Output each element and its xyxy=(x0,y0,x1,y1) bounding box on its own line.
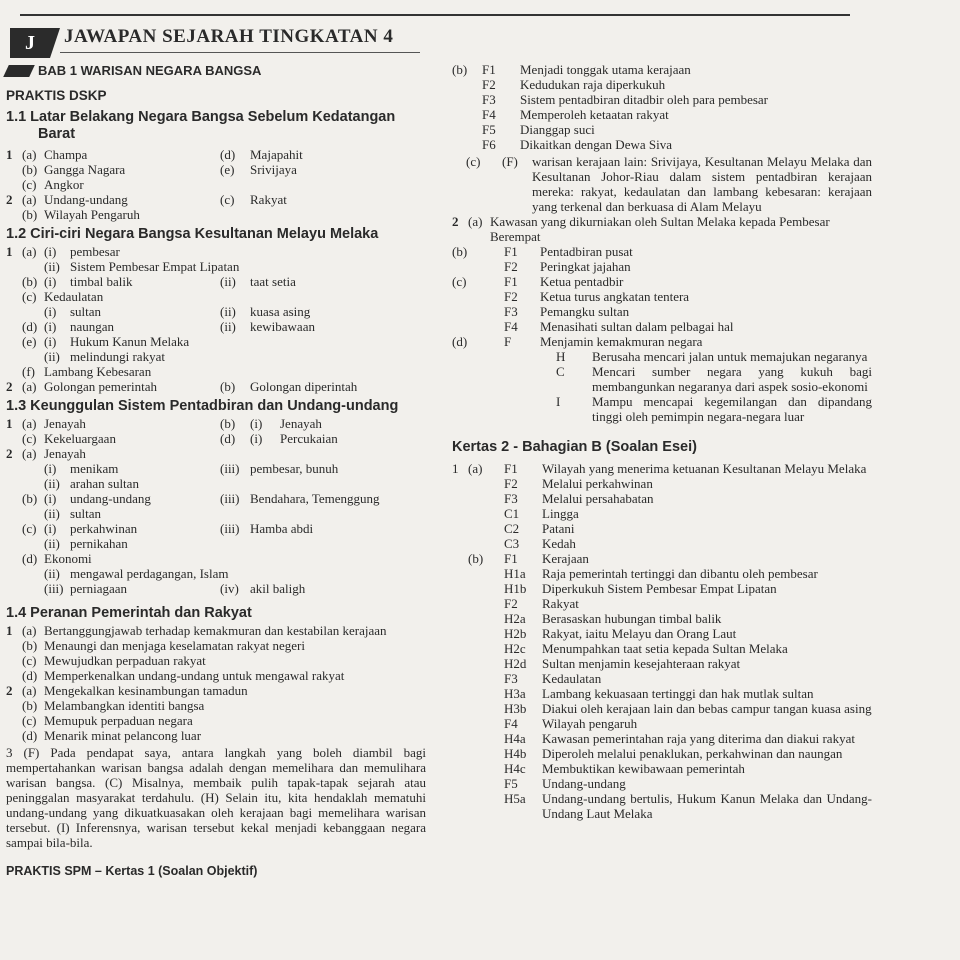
answer-1b-list xyxy=(452,62,872,152)
answer-row: 2 (a) Undang-undang (c) Rakyat xyxy=(6,192,287,207)
answer-row: 1 (a) Jenayah (b) (i) Jenayah xyxy=(6,416,322,431)
answer-row: (ii) sultan xyxy=(44,506,102,521)
left-column xyxy=(6,62,426,881)
answer-row: H4c Membuktikan kewibawaan pemerintah xyxy=(504,761,745,776)
answer-row: C3 Kedah xyxy=(504,536,576,551)
answer-row: (b) F1 Kerajaan xyxy=(468,551,589,566)
top-rule xyxy=(20,14,850,16)
answer-row: H4a Kawasan pemerintahan raja yang diterima dan diakui rakyat xyxy=(504,731,855,746)
answer-2-list xyxy=(452,244,872,349)
answer-row: (ii) mengawal perdagangan, Islam xyxy=(44,566,229,581)
answer-row: (d) F Menjamin kemakmuran negara xyxy=(452,334,703,349)
answer-row: (f) Lambang Kebesaran xyxy=(22,364,152,379)
answer-row: (b) (i) undang-undang (iii) Bendahara, Temenggung xyxy=(22,491,380,506)
answer-row: (b) (i) timbal balik (ii) taat setia xyxy=(22,274,296,289)
answer-1c: (c) (F) warisan kerajaan lain: Srivijaya, Kesultanan Melayu Melaka dan Kesultanan Johor-Riau dalam sistem pentadbiran kerajaan mereka: rakyat, kedaulatan dan lambang kebesaran: kerajaan yang terkenal dan berkuasa di Alam Melayu xyxy=(466,154,872,214)
answer-row: F4 Menasihati sultan dalam pelbagai hal xyxy=(504,319,734,334)
section-1-2-body xyxy=(6,244,426,394)
answer-row: (i) menikam (iii) pembesar, bunuh xyxy=(44,461,339,476)
section-1-4-title: 1.4 Peranan Pemerintah dan Rakyat xyxy=(6,605,252,621)
answer-row: H2c Menumpahkan taat setia kepada Sultan Melaka xyxy=(504,641,788,656)
praktis-dskp-heading: PRAKTIS DSKP xyxy=(6,88,107,103)
right-column xyxy=(452,62,872,821)
essay-answer-list xyxy=(452,461,872,821)
answer-row: (c) Kedaulatan xyxy=(22,289,104,304)
answer-2a: 2 (a) Kawasan yang dikurniakan oleh Sultan Melaka kepada Pembesar Berempat xyxy=(452,214,830,244)
answer-row: 2 (a) Jenayah xyxy=(6,446,86,461)
section-1-3-body xyxy=(6,416,426,596)
answer-row: (b) Menaungi dan menjaga keselamatan rakyat negeri xyxy=(22,638,305,653)
answer-row: (ii) arahan sultan xyxy=(44,476,139,491)
answer-2d-c: C Mencari sumber negara yang kukuh bagi membangunkan negaranya dari aspek sosio-ekonomi xyxy=(556,364,872,394)
answer-row: (d) (i) naungan (ii) kewibawaan xyxy=(22,319,315,334)
answer-row: (d) Memperkenalkan undang-undang untuk mengawal rakyat xyxy=(22,668,345,683)
answer-row: F4 Memperoleh ketaatan rakyat xyxy=(482,107,669,122)
answer-row: (c) Angkor xyxy=(22,177,84,192)
praktis-spm-heading: PRAKTIS SPM – Kertas 1 (Soalan Objektif) xyxy=(6,864,258,878)
answer-row: 2 (a) Golongan pemerintah (b) Golongan diperintah xyxy=(6,379,358,394)
answer-row: F2 Kedudukan raja diperkukuh xyxy=(482,77,666,92)
section-1-4-body xyxy=(6,623,426,743)
answer-row: H2a Berasaskan hubungan timbal balik xyxy=(504,611,722,626)
answer-row: (c) Memupuk perpaduan negara xyxy=(22,713,193,728)
answer-row: F2 Peringkat jajahan xyxy=(504,259,631,274)
answer-row: C2 Patani xyxy=(504,521,575,536)
answer-row: H1b Diperkukuh Sistem Pembesar Empat Lipatan xyxy=(504,581,777,596)
answer-row: 1 (a) (i) pembesar xyxy=(6,244,120,259)
section-1-1-title: 1.1 Latar Belakang Negara Bangsa Sebelum Kedatangan xyxy=(6,109,396,125)
chapter-bar-icon xyxy=(3,65,35,77)
answer-row: F3 Melalui persahabatan xyxy=(504,491,654,506)
answer-row: H3b Diakui oleh kerajaan lain dan bebas campur tangan kuasa asing xyxy=(504,701,872,716)
answer-row: H3a Lambang kekuasaan tertinggi dan hak mutlak sultan xyxy=(504,686,814,701)
answer-row: 2 (a) Mengekalkan kesinambungan tamadun xyxy=(6,683,248,698)
answer-row: 1 (a) F1 Wilayah yang menerima ketuanan Kesultanan Melayu Melaka xyxy=(452,461,867,476)
answer-row: F2 Rakyat xyxy=(504,596,579,611)
answer-row: F2 Ketua turus angkatan tentera xyxy=(504,289,690,304)
kertas-2-heading: Kertas 2 - Bahagian B (Soalan Esei) xyxy=(452,439,697,455)
page-title: JAWAPAN SEJARAH TINGKATAN 4 xyxy=(64,26,394,47)
answer-row: F5 Undang-undang xyxy=(504,776,626,791)
answer-row: F4 Wilayah pengaruh xyxy=(504,716,638,731)
answer-row: F3 Sistem pentadbiran ditadbir oleh para pembesar xyxy=(482,92,769,107)
answer-row: (b) F1 Menjadi tonggak utama kerajaan xyxy=(452,62,691,77)
answer-row: (e) (i) Hukum Kanun Melaka xyxy=(22,334,190,349)
answer-row: (d) Menarik minat pelancong luar xyxy=(22,728,202,743)
answer-row: (c) F1 Ketua pentadbir xyxy=(452,274,624,289)
answer-row: (c) Kekeluargaan (d) (i) Percukaian xyxy=(22,431,338,446)
answer-row: H1a Raja pemerintah tertinggi dan dibantu oleh pembesar xyxy=(504,566,818,581)
answer-row: H2b Rakyat, iaitu Melayu dan Orang Laut xyxy=(504,626,737,641)
answer-row: C1 Lingga xyxy=(504,506,579,521)
section-1-2-title: 1.2 Ciri-ciri Negara Bangsa Kesultanan Melayu Melaka xyxy=(6,226,379,242)
answer-row: F6 Dikaitkan dengan Dewa Siva xyxy=(482,137,672,152)
answer-row: (c) (i) perkahwinan (iii) Hamba abdi xyxy=(22,521,314,536)
answer-row: (ii) pernikahan xyxy=(44,536,128,551)
chapter-heading: BAB 1 WARISAN NEGARA BANGSA xyxy=(6,62,426,80)
answer-row: 1 (a) Champa (d) Majapahit xyxy=(6,147,303,162)
answer-row: (b) F1 Pentadbiran pusat xyxy=(452,244,633,259)
answer-2d-i: I Mampu mencapai kegemilangan dan dipandang tinggi oleh pemimpin negara-negara luar xyxy=(556,394,872,424)
answer-3-paragraph: 3 (F) Pada pendapat saya, antara langkah yang boleh diambil bagi mempertahankan warisan bangsa adalah dengan memelihara dan memulihara warisan bangsa. (C) Misalnya, membaik pulih tapak-tapak sejarah atau peninggalan masyarakat terdahulu. (H) Selain itu, kita hendaklah mematuhi undang-undang yang dikuatkuasakan oleh kerajaan bagi memelihara warisan tersebut. (I) Inferensnya, warisan tersebut kekal menjadi kebanggaan negara sampai bila-bila. xyxy=(6,745,426,850)
answer-row: F5 Dianggap suci xyxy=(482,122,595,137)
answer-2d-h: H Berusaha mencari jalan untuk memajukan negaranya xyxy=(556,349,868,364)
answer-row: H2d Sultan menjamin kesejahteraan rakyat xyxy=(504,656,741,671)
answer-row: (b) Melambangkan identiti bangsa xyxy=(22,698,205,713)
answer-row: H4b Diperoleh melalui penaklukan, perkahwinan dan naungan xyxy=(504,746,843,761)
answer-row: (d) Ekonomi xyxy=(22,551,92,566)
title-underline xyxy=(60,52,420,53)
answer-row: F2 Melalui perkahwinan xyxy=(504,476,653,491)
section-1-3-title: 1.3 Keunggulan Sistem Pentadbiran dan Undang-undang xyxy=(6,398,399,414)
answer-row: (b) Gangga Nagara (e) Srivijaya xyxy=(22,162,297,177)
section-1-1-body xyxy=(6,147,426,222)
answer-row: H5a Undang-undang bertulis, Hukum Kanun Melaka dan Undang-Undang Laut Melaka xyxy=(504,791,872,821)
section-1-1-title-cont: Barat xyxy=(38,126,76,142)
answer-row: F3 Pemangku sultan xyxy=(504,304,630,319)
answer-row: (i) sultan (ii) kuasa asing xyxy=(44,304,311,319)
answer-row: (ii) Sistem Pembesar Empat Lipatan xyxy=(44,259,240,274)
section-tab: J xyxy=(10,28,50,58)
answer-row: F3 Kedaulatan xyxy=(504,671,602,686)
answer-row: (iii) perniagaan (iv) akil baligh xyxy=(44,581,306,596)
answer-row: (b) Wilayah Pengaruh xyxy=(22,207,140,222)
answer-row: (ii) melindungi rakyat xyxy=(44,349,165,364)
answer-row: 1 (a) Bertanggungjawab terhadap kemakmuran dan kestabilan kerajaan xyxy=(6,623,387,638)
answer-row: (c) Mewujudkan perpaduan rakyat xyxy=(22,653,206,668)
